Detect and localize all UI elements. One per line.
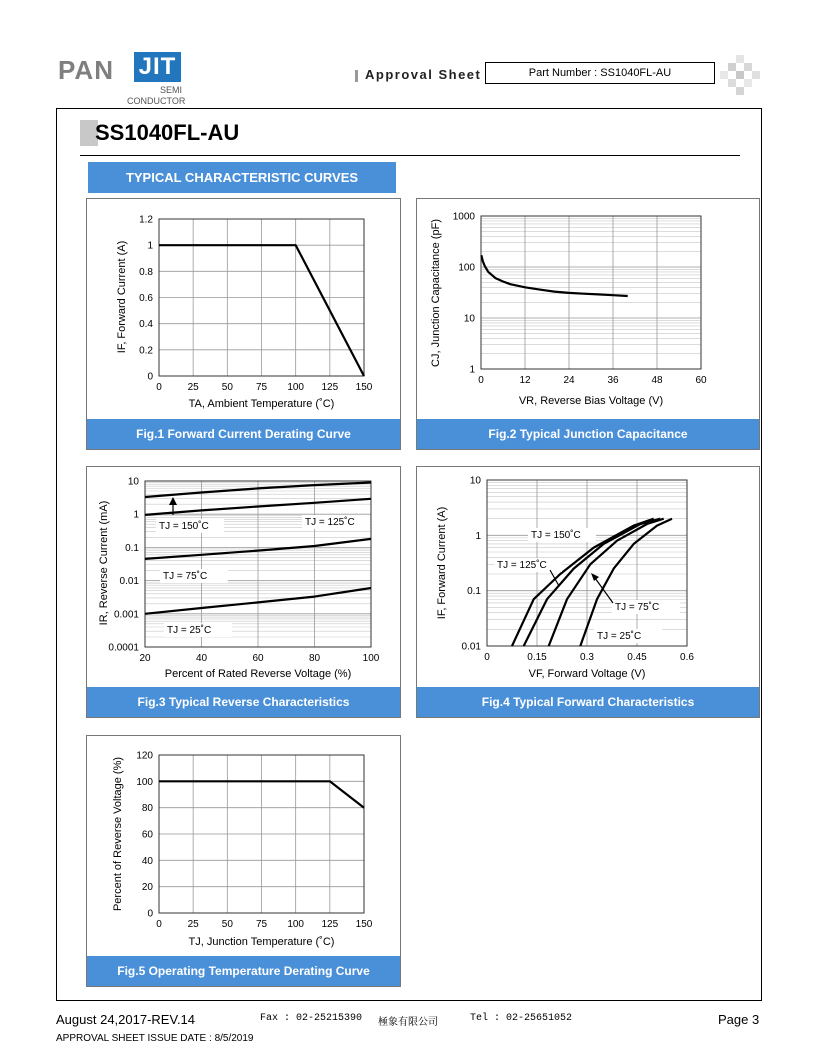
doc-type-label: Approval Sheet [365, 67, 482, 82]
x-tick-label: 100 [362, 653, 380, 664]
x-tick-label: 125 [321, 382, 339, 393]
y-tick-label: 0.6 [139, 293, 153, 304]
footer-company: 極象有限公司 [378, 1017, 438, 1028]
x-tick-label: 0.6 [680, 652, 694, 663]
series-label: TJ = 75˚C [615, 602, 660, 613]
y-tick-label: 0.4 [139, 319, 153, 331]
x-tick-label: 50 [221, 919, 233, 930]
logo-jit-badge: JIT [134, 52, 181, 82]
fig5-chart [87, 736, 400, 956]
fig3-chart [87, 467, 400, 687]
y-tick-label: 1 [475, 530, 481, 542]
series-label: TJ = 75˚C [163, 571, 208, 582]
x-tick-label: 12 [519, 375, 531, 386]
title-rule [80, 155, 740, 156]
y-axis-label: Percent of Reverse Voltage (%) [112, 756, 124, 912]
fig1-panel [86, 198, 401, 450]
y-tick-label: 0.01 [119, 576, 139, 588]
y-tick-label: 100 [136, 776, 153, 788]
y-axis-label: CJ, Junction Capacitance (pF) [430, 219, 442, 367]
approval-marker [355, 70, 358, 82]
series-label: TJ = 25˚C [597, 631, 642, 642]
x-tick-label: 0 [156, 919, 162, 930]
fig2-caption: Fig.2 Typical Junction Capacitance [417, 419, 759, 449]
y-tick-label: 1 [469, 364, 475, 376]
y-tick-label: 1000 [452, 211, 475, 223]
x-tick-label: 80 [308, 653, 321, 664]
x-tick-label: 20 [139, 653, 151, 664]
fig3-panel [86, 466, 401, 718]
fig4-caption: Fig.4 Typical Forward Characteristics [417, 687, 759, 717]
y-tick-label: 0.2 [139, 345, 153, 357]
series-label: TJ = 125˚C [497, 560, 547, 571]
fig3-caption: Fig.3 Typical Reverse Characteristics [87, 687, 400, 717]
y-tick-label: 0 [147, 908, 153, 920]
footer-issue-date: APPROVAL SHEET ISSUE DATE : 8/5/2019 [56, 1033, 254, 1044]
plot-area [481, 216, 701, 369]
y-tick-label: 0.8 [139, 266, 153, 278]
x-axis-label: TA, Ambient Temperature (˚C) [188, 398, 335, 410]
y-tick-label: 0.0001 [108, 642, 139, 654]
x-tick-label: 125 [321, 919, 339, 930]
x-tick-label: 0.45 [627, 652, 647, 663]
fig2-chart [417, 199, 759, 419]
fig1-chart [87, 199, 400, 419]
series-label: TJ = 25˚C [167, 625, 212, 636]
x-axis-label: Percent of Rated Reverse Voltage (%) [164, 668, 352, 680]
y-tick-label: 1 [133, 509, 139, 521]
y-tick-label: 10 [469, 475, 481, 487]
section-heading: TYPICAL CHARACTERISTIC CURVES [88, 162, 396, 193]
x-tick-label: 0 [478, 375, 484, 386]
y-axis-label: IR, Reverse Current (mA) [98, 500, 110, 626]
series-label: TJ = 125˚C [305, 517, 355, 528]
fig4-panel [416, 466, 760, 718]
fig5-caption: Fig.5 Operating Temperature Derating Curve [87, 956, 400, 986]
fig5-panel [86, 735, 401, 987]
x-tick-label: 150 [355, 919, 373, 930]
y-tick-label: 10 [127, 476, 139, 488]
y-tick-label: 20 [141, 882, 153, 894]
series-label: TJ = 150˚C [159, 521, 209, 532]
x-tick-label: 0 [484, 652, 490, 663]
y-tick-label: 1.2 [139, 214, 153, 226]
y-axis-label: IF, Forward Current (A) [116, 240, 128, 354]
y-tick-label: 0.01 [461, 641, 481, 653]
logo-sub-semi: SEMI [160, 85, 183, 95]
x-tick-label: 0.3 [580, 652, 594, 663]
y-tick-label: 100 [458, 262, 475, 274]
logo-sub-conductor: CONDUCTOR [127, 96, 186, 106]
x-tick-label: 50 [221, 382, 233, 393]
series-line-0 [481, 255, 627, 296]
page-title: SS1040FL-AU [95, 120, 240, 145]
y-tick-label: 120 [136, 750, 153, 762]
y-tick-label: 0 [147, 371, 153, 383]
decorative-checker-icon [720, 55, 760, 95]
x-tick-label: 75 [255, 382, 268, 393]
x-axis-label: VR, Reverse Bias Voltage (V) [518, 395, 664, 407]
fig2-panel [416, 198, 760, 450]
x-tick-label: 150 [355, 382, 373, 393]
series-label: TJ = 150˚C [531, 530, 581, 541]
x-tick-label: 0.15 [527, 652, 547, 663]
y-axis-label: IF, Forward Current (A) [436, 506, 448, 620]
y-tick-label: 0.1 [125, 542, 139, 554]
x-tick-label: 25 [187, 919, 199, 930]
footer-revision: August 24,2017-REV.14 [56, 1012, 196, 1027]
y-tick-label: 0.001 [113, 609, 139, 621]
x-tick-label: 0 [156, 382, 162, 393]
x-tick-label: 25 [187, 382, 199, 393]
x-axis-label: VF, Forward Voltage (V) [528, 668, 646, 680]
part-number-box: Part Number : SS1040FL-AU [485, 62, 715, 84]
fig4-chart [417, 467, 759, 687]
footer-fax: Fax : 02-25215390 [260, 1013, 363, 1024]
y-tick-label: 1 [147, 240, 153, 252]
x-tick-label: 36 [607, 375, 619, 386]
fig1-caption: Fig.1 Forward Current Derating Curve [87, 419, 400, 449]
y-tick-label: 80 [141, 803, 153, 815]
y-tick-label: 0.1 [467, 586, 481, 598]
footer-tel: Tel : 02-25651052 [470, 1013, 573, 1024]
x-axis-label: TJ, Junction Temperature (˚C) [188, 936, 335, 948]
x-tick-label: 60 [695, 375, 707, 386]
y-tick-label: 60 [141, 829, 153, 841]
footer-page-number: Page 3 [718, 1012, 760, 1027]
x-tick-label: 75 [255, 919, 268, 930]
x-tick-label: 40 [195, 653, 208, 664]
logo-pan-text: PAN [58, 55, 114, 85]
y-tick-label: 10 [463, 313, 475, 325]
x-tick-label: 100 [287, 919, 305, 930]
x-tick-label: 48 [651, 375, 663, 386]
x-tick-label: 24 [563, 375, 575, 386]
x-tick-label: 60 [252, 653, 264, 664]
x-tick-label: 100 [287, 382, 305, 393]
y-tick-label: 40 [141, 855, 153, 867]
